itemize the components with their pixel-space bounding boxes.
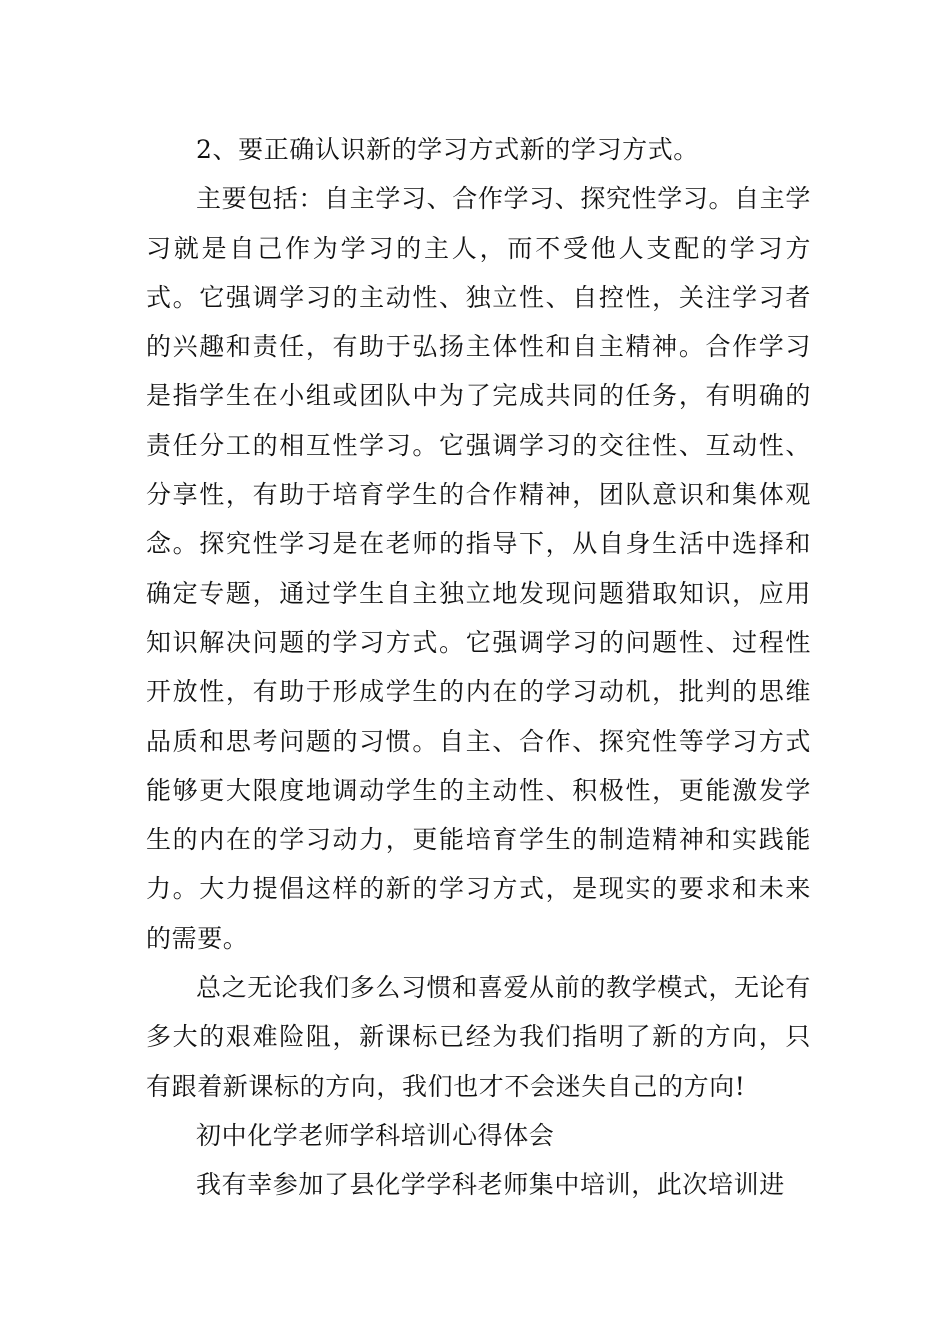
section-title: 初中化学老师学科培训心得体会	[196, 1120, 555, 1150]
paragraph-conclusion: 总之无论我们多么习惯和喜爱从前的教学模式，无论有多大的艰难险阻，新课标已经为我们指明了新的方向，只有跟着新课标的方向，我们也才不会迷失自己的方向!	[146, 973, 811, 1101]
document-body	[146, 125, 811, 1210]
paragraph-learning-methods: 主要包括：自主学习、合作学习、探究性学习。自主学习就是自己作为学习的主人，而不受他人支配的学习方式。它强调学习的主动性、独立性、自控性，关注学习者的兴趣和责任，有助于弘扬主体性和自主精神。合作学习是指学生在小组或团队中为了完成共同的任务，有明确的责任分工的相互性学习。它强调学习的交往性、互动性、分享性，有助于培育学生的合作精神，团队意识和集体观念。探究性学习是在老师的指导下，从自身生活中选择和确定专题，通过学生自主独立地发现问题猎取知识，应用知识解决问题的学习方式。它强调学习的问题性、过程性开放性，有助于形成学生的内在的学习动机，批判的思维品质和思考问题的习惯。自主、合作、探究性等学习方式能够更大限度地调动学生的主动性、积极性，更能激发学生的内在的学习动力，更能培育学生的制造精神和实践能力。大力提倡这样的新的学习方式，是现实的要求和未来的需要。	[146, 184, 811, 953]
paragraph-training-intro: 我有幸参加了县化学学科老师集中培训，此次培训进	[196, 1170, 785, 1200]
paragraph-heading-2: 2、要正确认识新的学习方式新的学习方式。	[196, 135, 699, 164]
